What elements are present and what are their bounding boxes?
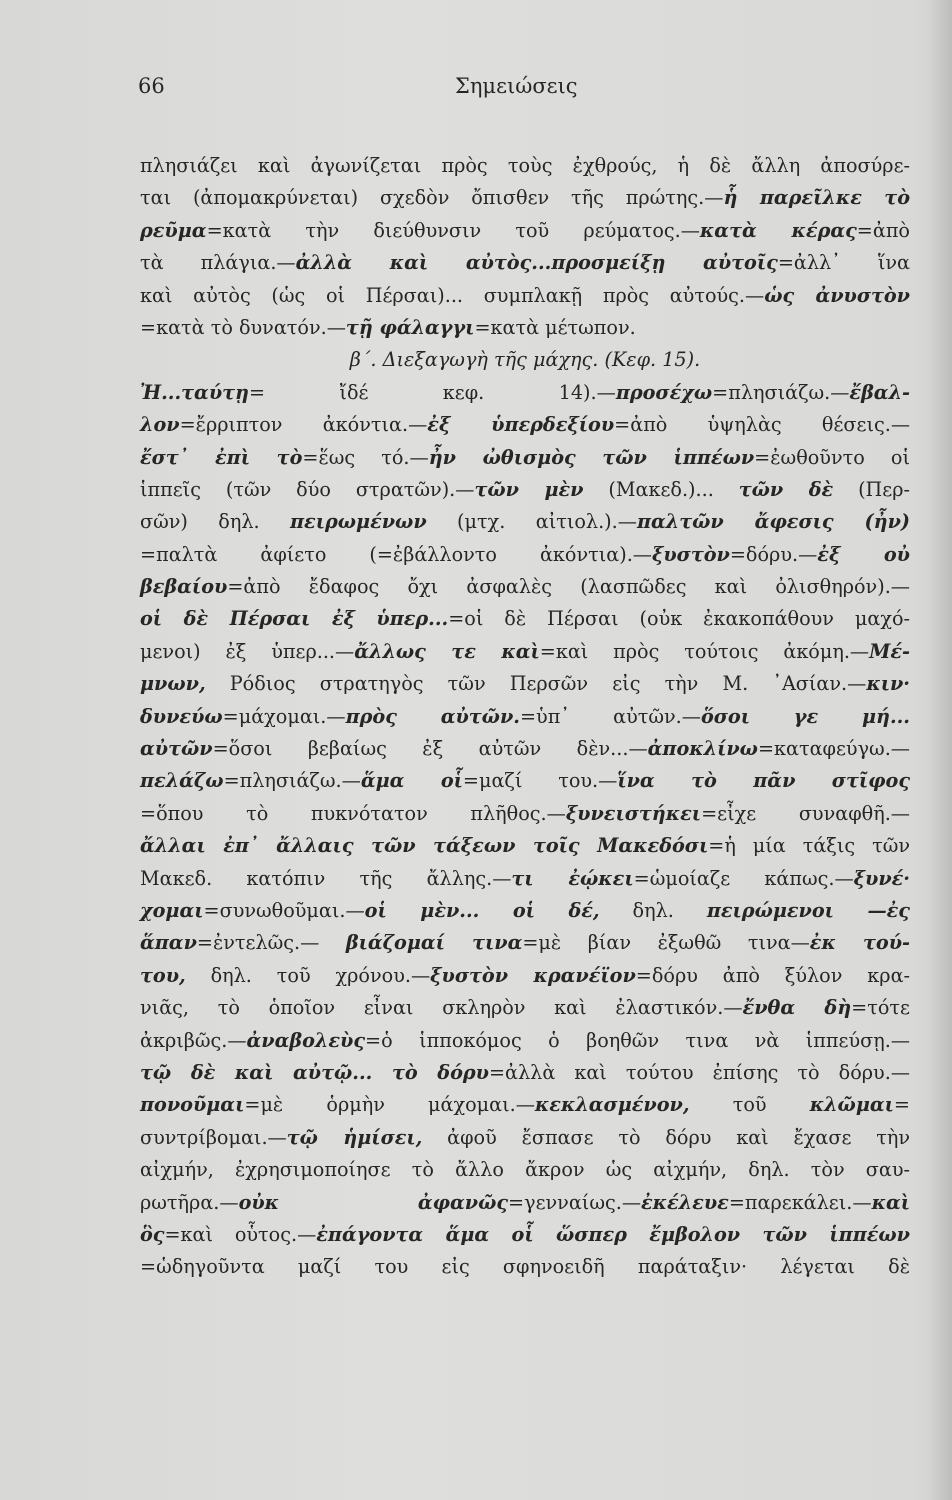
gloss-text: Ρόδιος στρατηγὸς τῶν Περσῶν εἰς τὴν Μ. ᾽Ασίαν.— [205,672,867,696]
lemma-term: ἐκ τού- [809,931,910,955]
lemma-term: Ἠ...ταύτῃ [140,380,249,404]
lemma-term: πελάζω [140,769,224,793]
lemma-term: ἵνα τὸ πᾶν στῖφος [617,769,910,793]
lemma-term: τι ἐῴκει [511,866,634,890]
lemma-term: λον [140,413,180,437]
lemma-term: ἦν ὠθισμὸς τῶν ἱππέων [428,445,755,469]
text-line [140,1154,910,1186]
lemma-term: μνων, [140,672,206,696]
gloss-text: συντρίβομαι.— [140,1125,287,1149]
lemma-term: ἐπάγοντα ἅμα οἷ ὥσπερ ἔμβολον τῶν ἱππέων [316,1222,910,1246]
gloss-text: = ἴδέ κεφ. 14).— [249,380,616,404]
lemma-term: ὅσοι γε μή... [700,704,910,728]
text-line [140,442,910,474]
lemma-term: οἱ μὲν... οἱ δέ, [364,898,600,922]
lemma-term: ξυστὸν κρανέϊον [430,963,636,987]
gloss-text: =παρεκάλει.— [728,1190,872,1214]
gloss-text: τοῦ [689,1093,810,1117]
text-line [140,247,910,279]
lemma-term: ἐξ οὐ [817,542,910,566]
text-line [140,1219,910,1251]
gloss-text: καὶ αὐτὸς (ὡς οἱ Πέρσαι)... συμπλακῇ πρὸς αὐτούς.— [140,283,765,307]
gloss-text: =ἀπὸ [856,218,910,242]
text-line [140,668,910,700]
gloss-text: =τότε [851,996,910,1020]
text-line [140,701,910,733]
lemma-term: ξυστὸν [652,542,730,566]
gloss-text: =ὁ ἱπποκόμος ὁ βοηθῶν τινα νὰ ἱππεύσῃ.— [365,1028,910,1052]
lemma-term: τῷ δὲ καὶ αὐτῷ... τὸ δόρυ [140,1060,489,1084]
text-line [140,312,910,344]
gloss-text: =πλησιάζω.— [223,769,361,793]
lemma-term: πονοῦμαι [140,1093,245,1117]
gloss-text: =κατὰ τὸ δυνατόν.— [140,315,346,339]
lemma-term: ὡς ἀνυστὸν [764,283,910,307]
lemma-term: καὶ [871,1190,910,1214]
lemma-term: ἔνθα δὴ [742,996,852,1020]
lemma-term: ἄλλως τε καὶ [354,639,540,663]
gloss-text: =ὅσοι βεβαίως ἐξ αὐτῶν δὲν...— [212,737,648,761]
text-line [140,1251,910,1283]
lemma-term: ἀναβολεὺς [246,1028,366,1052]
gloss-text: =ὅπου τὸ πυκνότατον πλῆθος.— [140,801,566,825]
gloss-text: =μάχομαι.— [222,704,346,728]
section-heading [140,344,910,376]
lemma-term: ἔβαλ- [849,380,910,404]
gloss-text: =καὶ πρὸς τούτοις ἀκόμη.— [539,639,870,663]
lemma-term: κατὰ κέρας [699,218,857,242]
gloss-text: =ἀπὸ ἔδαφος ὄχι ἀσφαλὲς (λασπῶδες καὶ ὀλισθηρόν).— [227,575,910,599]
lemma-term: ἅπαν [140,931,197,955]
text-line [140,960,910,992]
text-line [140,733,910,765]
lemma-term: τῷ ἡμίσει, [286,1125,423,1149]
text-line [140,1025,910,1057]
lemma-term: οἱ δὲ Πέρσαι ἐξ ὑπερ... [140,607,449,631]
gloss-text: =καταφεύγω.— [757,737,910,761]
lemma-term: ρεῦμα [140,218,207,242]
gloss-text: =δόρυ ἀπὸ ξύλον κρα- [635,963,911,987]
page-number: 66 [138,74,165,98]
notes-body-text [140,150,910,1284]
gloss-text: =μὲ βίαν ἐξωθῶ τινα— [522,931,810,955]
gloss-text: Μακεδ. κατόπιν τῆς ἄλλης.— [140,866,512,890]
text-line [140,603,910,635]
gloss-text: =πλησιάζω.— [712,380,850,404]
gloss-text: ἀφοῦ ἔσπασε τὸ δόρυ καὶ ἔχασε τὴν [422,1125,910,1149]
text-line [140,150,910,182]
text-line [140,280,910,312]
gloss-text: (Κεφ. 15). [598,348,701,372]
lemma-term: του, [140,963,186,987]
lemma-term: ξυνέ· [853,866,910,890]
text-line [140,182,910,214]
lemma-term: βιάζομαί τινα [345,931,523,955]
lemma-term: αὐτῶν [140,737,213,761]
gloss-text: =ἐντελῶς.— [196,931,346,955]
gloss-text: =κατὰ τὴν διεύθυνσιν τοῦ ρεύματος.— [206,218,700,242]
lemma-term: προσέχω [615,380,713,404]
text-line [140,798,910,830]
gloss-text: =γενναίως.— [508,1190,642,1214]
lemma-term: ἔστ᾽ ἐπὶ τὸ [140,445,303,469]
lemma-term: ἐξ ὑπερδεξίου [427,413,615,437]
gloss-text: =ἡ μία τάξις τῶν [708,834,911,858]
lemma-term: τῇ φάλαγγι [345,315,475,339]
lemma-term: χομαι [140,898,204,922]
gloss-text: β΄. Διεξαγωγὴ τῆς μάχης. [349,348,599,372]
gloss-text: πλησιάζει καὶ ἀγωνίζεται πρὸς τοὺς ἐχθρούς, ἡ δὲ ἄλλη ἀποσύρε- [140,154,910,177]
text-line [140,215,910,247]
gloss-text: =ὡμοίαζε κάπως.— [633,866,854,890]
gloss-text: ἀκριβῶς.— [140,1028,247,1052]
lemma-term: ἅμα οἷ [360,769,463,793]
lemma-term: ἀποκλίνω [647,737,758,761]
text-line [140,474,910,506]
gloss-text: αἰχμήν, ἐχρησιμοποίησε τὸ ἄλλο ἄκρον ὡς αἰχμήν, δηλ. τὸν σαυ- [140,1158,910,1182]
gloss-text: =ἕως τό.— [302,445,429,469]
gloss-text: τὰ πλάγια.— [140,251,296,275]
gloss-text: =μαζί του.— [462,769,618,793]
lemma-term: πρὸς αὐτῶν. [345,704,520,728]
page-header [0,74,952,108]
text-line [140,1187,910,1219]
text-line [140,409,910,441]
lemma-term: τῶν μὲν [474,477,584,501]
lemma-term: οὐκ ἀφανῶς [238,1190,509,1214]
gloss-text: =οἱ δὲ Πέρσαι (οὐκ ἐκακοπάθουν μαχό- [448,607,910,631]
gloss-text: δηλ. [599,898,707,922]
text-line [140,1089,910,1121]
lemma-term: ἄλλαι ἐπ᾽ ἄλλαις τῶν τάξεων τοῖς Μακεδόσι [140,834,709,858]
gloss-text: ρωτῆρα.— [140,1190,239,1214]
page-gutter-shadow [930,0,952,1500]
text-line [140,1122,910,1154]
text-line [140,636,910,668]
gloss-text: =ὑπ᾽ αὐτῶν.— [519,704,701,728]
text-line [140,377,910,409]
gloss-text: =ἀλλὰ καὶ τούτου ἐπίσης τὸ δόρυ.— [488,1060,910,1084]
lemma-term: κιν· [866,672,910,696]
gloss-text: σῶν) δηλ. [140,510,290,534]
lemma-term: δυνεύω [140,704,223,728]
text-line [140,863,910,895]
text-line [140,765,910,797]
gloss-text: =ἀπὸ ὑψηλὰς θέσεις.— [614,413,911,437]
gloss-text: =συνωθοῦμαι.— [203,898,365,922]
gloss-text: ται (ἀπομακρύνεται) σχεδὸν ὄπισθεν τῆς πρώτης.— [140,186,724,210]
gloss-text: =κατὰ μέτωπον. [474,315,636,339]
lemma-term: τῶν δὲ [738,477,834,501]
gloss-text: (Μακεδ.)... [583,477,739,501]
gloss-text: =εἶχε συναφθῆ.— [701,801,910,825]
gloss-text: =καὶ οὗτος.— [164,1222,317,1246]
text-line [140,571,910,603]
gloss-text: =ἐωθοῦντο οἱ [754,445,910,469]
gloss-text: =δόρυ.— [729,542,818,566]
text-line [140,1057,910,1089]
lemma-term: ἐκέλευε [641,1190,729,1214]
gloss-text: =ἔρριπτον ἀκόντια.— [179,413,428,437]
gloss-text: νιᾶς, τὸ ὁποῖον εἶναι σκληρὸν καὶ ἐλαστικόν.— [140,996,743,1020]
lemma-term: κλῶμαι [809,1093,894,1117]
gloss-text: = [893,1093,910,1117]
lemma-term: ἀλλὰ καὶ αὐτὸς...προσμείξῃ αὐτοῖς [295,251,778,275]
gloss-text: δηλ. τοῦ χρόνου.— [185,963,431,987]
lemma-term: βεβαίου [140,575,228,599]
text-line [140,895,910,927]
text-line [140,927,910,959]
gloss-text: ἱππεῖς (τῶν δύο στρατῶν).— [140,477,475,501]
gloss-text: (μτχ. αἰτιολ.).— [426,510,637,534]
gloss-text: =μὲ ὁρμὴν μάχομαι.— [244,1093,535,1117]
lemma-term: Μέ- [869,639,910,663]
lemma-term: ὃς [140,1222,165,1246]
lemma-term: κεκλασμένον, [534,1093,690,1117]
text-line [140,539,910,571]
lemma-term: παλτῶν ἄφεσις (ἦν) [636,510,910,534]
running-title: Σημειώσεις [455,74,578,98]
text-line [140,830,910,862]
gloss-text: =παλτὰ ἀφίετο (=ἐβάλλοντο ἀκόντια).— [140,542,652,566]
lemma-term: ξυνειστήκει [565,801,702,825]
lemma-term: πειρωμένων [290,510,427,534]
lemma-term: ἧ παρεῖλκε τὸ [723,186,911,210]
gloss-text: =ὡδηγοῦντα μαζί του εἰς σφηνοειδῆ παράταξιν· λέγεται δὲ [140,1255,910,1279]
gloss-text: =ἀλλ᾽ ἵνα [777,251,910,275]
text-line [140,506,910,538]
gloss-text: (Περ- [833,477,910,501]
text-line [140,992,910,1024]
lemma-term: πειρώμενοι —ἐς [706,898,910,922]
gloss-text: μενοι) ἐξ ὑπερ...— [140,639,355,663]
